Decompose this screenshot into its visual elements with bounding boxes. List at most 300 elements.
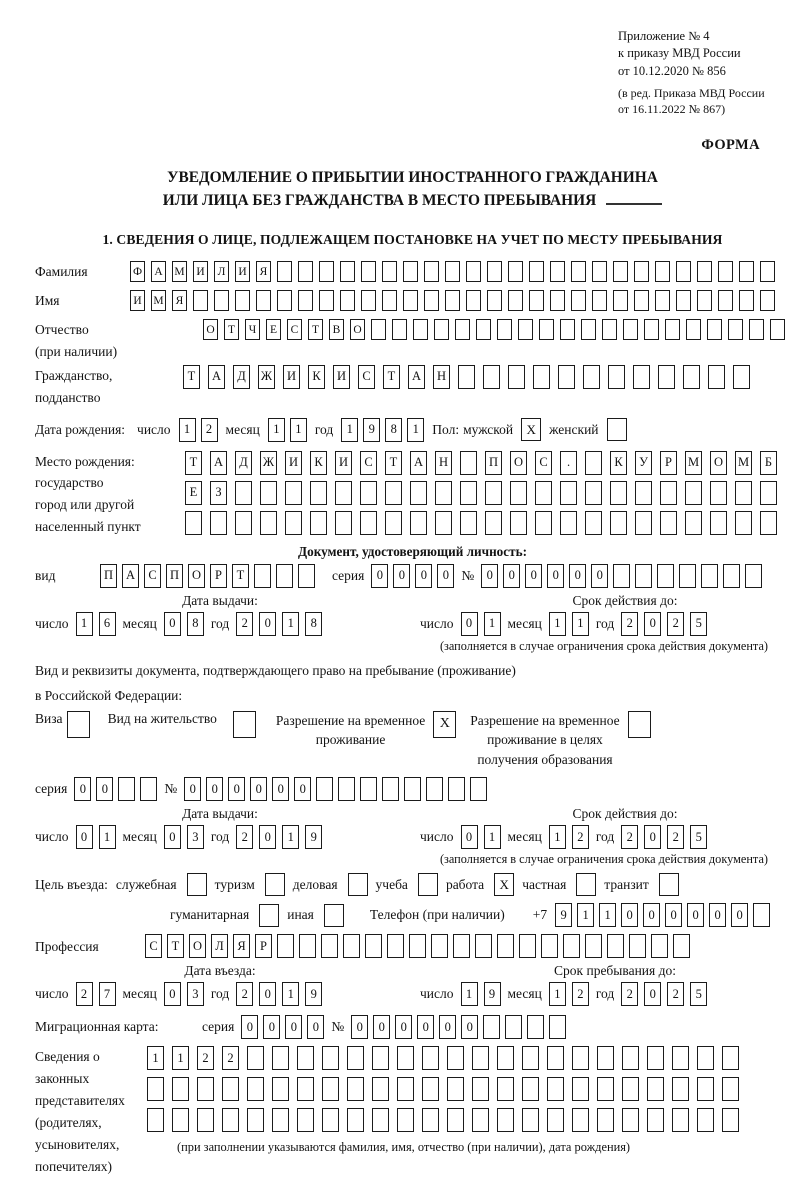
form-cell [541, 934, 558, 958]
form-cell: О [188, 564, 205, 588]
form-cell [409, 934, 426, 958]
form-cell: 1 [290, 418, 307, 442]
permit-issue-day-boxes [76, 825, 116, 849]
form-cell [722, 1108, 739, 1132]
purpose-work-checkbox: X [494, 873, 514, 896]
form-cell [455, 319, 470, 340]
form-cell [673, 934, 690, 958]
form-cell: 1 [549, 612, 566, 636]
form-cell [529, 261, 544, 282]
issue-date-heading: Дата выдачи: [182, 592, 258, 608]
patronymic-label: Отчество [35, 322, 89, 338]
form-cell: И [333, 365, 350, 389]
form-cell [749, 319, 764, 340]
form-cell [447, 1046, 464, 1070]
form-cell: 1 [407, 418, 424, 442]
permit-number-label: № [164, 781, 178, 797]
form-cell [298, 261, 313, 282]
edu-permit-label: Разрешение на временное [470, 712, 620, 728]
form-cell: 9 [305, 825, 322, 849]
form-cell [602, 319, 617, 340]
visa-label: Виза [35, 710, 63, 726]
form-cell [527, 1015, 544, 1039]
form-cell: О [203, 319, 218, 340]
form-cell [472, 1108, 489, 1132]
form-cell: П [166, 564, 183, 588]
entry-purpose-row [35, 873, 790, 896]
form-cell [297, 1077, 314, 1101]
male-checkbox: X [521, 418, 541, 441]
form-cell [460, 481, 477, 505]
form-cell [413, 319, 428, 340]
annex-line: от 10.12.2020 № 856 [618, 63, 726, 78]
form-cell: К [310, 451, 327, 475]
form-cell [382, 261, 397, 282]
form-cell: С [145, 934, 162, 958]
form-cell: 0 [259, 612, 276, 636]
doc-number-label: № [461, 567, 475, 583]
birth-date-label: Дата рождения: [35, 421, 126, 437]
form-cell: 0 [371, 564, 388, 588]
entry-month-boxes [164, 982, 204, 1006]
form-cell [665, 319, 680, 340]
residence-doc-dates [35, 806, 790, 849]
form-cell: В [329, 319, 344, 340]
form-cell [571, 261, 586, 282]
stay-year-boxes [621, 982, 707, 1006]
form-cell: 0 [294, 777, 311, 801]
form-cell [397, 1108, 414, 1132]
form-cell: 1 [76, 612, 93, 636]
form-cell: 0 [206, 777, 223, 801]
form-cell: 0 [687, 903, 704, 927]
form-cell [581, 319, 596, 340]
form-cell: 8 [385, 418, 402, 442]
purpose-option-label: деловая [292, 876, 338, 892]
form-cell: 0 [709, 903, 726, 927]
form-cell [447, 1077, 464, 1101]
form-cell [235, 481, 252, 505]
name-label: Имя [35, 293, 60, 309]
annex-block [618, 28, 790, 117]
form-cell: К [610, 451, 627, 475]
form-cell [335, 511, 352, 535]
form-cell: 0 [74, 777, 91, 801]
form-cell: 2 [621, 982, 638, 1006]
representatives-note: (при заполнении указываются фамилия, имя, отчество (при наличии), дата рождения) [177, 1140, 631, 1155]
form-cell: П [485, 451, 502, 475]
form-cell: Я [233, 934, 250, 958]
form-cell: 0 [417, 1015, 434, 1039]
form-cell: 9 [555, 903, 572, 927]
doc-series-boxes [371, 564, 454, 588]
purpose-study-checkbox [418, 873, 438, 896]
form-cell [310, 481, 327, 505]
form-cell [723, 564, 740, 588]
form-cell: 2 [621, 612, 638, 636]
edu-permit-label: проживание в целях [487, 732, 603, 748]
patronymic-boxes [203, 319, 785, 340]
birth-place-row-2 [185, 481, 777, 505]
form-cell: 2 [572, 825, 589, 849]
form-cell: 1 [282, 825, 299, 849]
valid-until-heading: Срок действия до: [572, 806, 678, 822]
field-permit-series [35, 777, 790, 801]
month-label: месяц [122, 829, 157, 845]
form-cell: 2 [222, 1046, 239, 1070]
form-cell [340, 290, 355, 311]
year-label: год [314, 421, 334, 437]
form-cell [460, 511, 477, 535]
form-cell [435, 511, 452, 535]
identity-doc-dates [35, 593, 790, 636]
profession-label: Профессия [35, 938, 99, 954]
form-cell: Я [256, 261, 271, 282]
form-cell: 0 [439, 1015, 456, 1039]
month-label: месяц [122, 615, 157, 631]
form-cell [497, 1046, 514, 1070]
form-cell [679, 564, 696, 588]
form-cell: 0 [263, 1015, 280, 1039]
form-cell [647, 1046, 664, 1070]
form-cell: 5 [690, 612, 707, 636]
doc-kind-boxes [100, 564, 315, 588]
year-label: год [210, 615, 230, 631]
form-cell: Т [383, 365, 400, 389]
form-cell [322, 1046, 339, 1070]
edu-permit-label: получения образования [477, 751, 613, 767]
phone-prefix: +7 [532, 907, 548, 923]
form-cell: Е [266, 319, 281, 340]
form-cell [299, 934, 316, 958]
form-cell: Л [211, 934, 228, 958]
form-cell [529, 290, 544, 311]
page-title [35, 166, 790, 212]
birth-place-label: государство [35, 475, 104, 491]
form-cell: 9 [484, 982, 501, 1006]
form-cell [660, 481, 677, 505]
entry-year-boxes [236, 982, 322, 1006]
form-cell [434, 319, 449, 340]
title-line-1: УВЕДОМЛЕНИЕ О ПРИБЫТИИ ИНОСТРАННОГО ГРАЖДАНИНА [167, 169, 658, 187]
form-cell: . [560, 451, 577, 475]
form-cell [697, 261, 712, 282]
form-cell: Ж [260, 451, 277, 475]
form-cell [572, 1046, 589, 1070]
form-cell: Т [185, 451, 202, 475]
form-cell [770, 319, 785, 340]
form-cell [735, 481, 752, 505]
annex-line: к приказу МВД России [618, 46, 741, 61]
form-cell [260, 481, 277, 505]
doc-series-label: серия [332, 567, 365, 583]
form-cell [470, 777, 487, 801]
form-cell [272, 1077, 289, 1101]
form-cell [739, 261, 754, 282]
form-cell [372, 1108, 389, 1132]
section-1-heading: 1. СВЕДЕНИЯ О ЛИЦЕ, ПОДЛЕЖАЩЕМ ПОСТАНОВКЕ НА УЧЕТ ПО МЕСТУ ПРЕБЫВАНИЯ [102, 232, 723, 248]
form-cell [655, 261, 670, 282]
form-cell: 1 [282, 612, 299, 636]
phone-boxes [555, 903, 770, 927]
form-cell [585, 451, 602, 475]
sex-label: Пол: [432, 421, 460, 437]
form-cell: 0 [461, 612, 478, 636]
visa-checkbox [67, 711, 90, 738]
migration-series-label: серия [202, 1019, 235, 1035]
form-cell: 0 [644, 982, 661, 1006]
form-cell [372, 1046, 389, 1070]
form-cell: Д [233, 365, 250, 389]
form-cell: 0 [481, 564, 498, 588]
form-cell [277, 290, 292, 311]
form-cell: 0 [503, 564, 520, 588]
form-cell [760, 290, 775, 311]
form-cell [676, 261, 691, 282]
form-cell [276, 564, 293, 588]
form-cell [483, 365, 500, 389]
year-label: год [210, 986, 230, 1002]
residence-permit-options [35, 711, 790, 770]
valid-year-boxes [621, 612, 707, 636]
form-cell: Н [435, 451, 452, 475]
form-cell [426, 777, 443, 801]
form-cell [256, 290, 271, 311]
form-cell [560, 511, 577, 535]
form-cell [403, 261, 418, 282]
form-cell [316, 777, 333, 801]
form-cell: А [208, 365, 225, 389]
form-cell [608, 365, 625, 389]
form-cell: 0 [395, 1015, 412, 1039]
permit-valid-month-boxes [549, 825, 589, 849]
form-cell [222, 1108, 239, 1132]
residence-permit-checkbox [233, 711, 256, 738]
form-cell: 2 [667, 982, 684, 1006]
form-cell: 0 [415, 564, 432, 588]
annex-line: Приложение № 4 [618, 29, 710, 43]
form-cell [340, 261, 355, 282]
purpose-option-label: служебная [115, 876, 177, 892]
annex-note-line: от 16.11.2022 № 867) [618, 101, 726, 116]
permit-valid-day-boxes [461, 825, 501, 849]
month-label: месяц [225, 421, 260, 437]
form-cell [676, 290, 691, 311]
form-cell [422, 1108, 439, 1132]
purpose-option-label: работа [445, 876, 485, 892]
form-cell [347, 1077, 364, 1101]
year-label: год [595, 829, 615, 845]
form-cell: 0 [272, 777, 289, 801]
form-cell [404, 777, 421, 801]
form-cell: Ч [245, 319, 260, 340]
form-cell [550, 261, 565, 282]
form-cell [447, 1108, 464, 1132]
form-cell [487, 290, 502, 311]
form-cell [347, 1046, 364, 1070]
form-cell: А [151, 261, 166, 282]
form-cell [592, 261, 607, 282]
migration-number-boxes [351, 1015, 566, 1039]
form-cell: 3 [187, 825, 204, 849]
representatives-row-1 [147, 1046, 739, 1070]
stay-day-boxes [461, 982, 501, 1006]
day-label: число [420, 615, 454, 631]
valid-until-heading: Срок действия до: [572, 592, 678, 608]
form-cell [247, 1046, 264, 1070]
form-cell [701, 564, 718, 588]
field-patronymic [35, 319, 790, 363]
field-citizenship [35, 365, 790, 409]
field-profession [35, 934, 790, 958]
doc-kind-label: вид [35, 567, 56, 583]
form-cell [745, 564, 762, 588]
form-cell [697, 1046, 714, 1070]
day-label: число [420, 986, 454, 1002]
form-cell: 1 [147, 1046, 164, 1070]
form-cell [634, 290, 649, 311]
birth-place-label: населенный пункт [35, 519, 141, 535]
form-cell: 2 [236, 612, 253, 636]
female-checkbox [607, 418, 627, 441]
form-cell: 7 [99, 982, 116, 1006]
form-cell: 1 [268, 418, 285, 442]
form-cell [485, 511, 502, 535]
form-cell [387, 934, 404, 958]
field-representatives [35, 1046, 790, 1177]
form-cell [360, 481, 377, 505]
form-cell [445, 261, 460, 282]
birth-place-label: город или другой [35, 497, 135, 513]
citizenship-label: Гражданство, [35, 367, 113, 383]
form-cell [735, 511, 752, 535]
form-cell [613, 564, 630, 588]
form-cell: 0 [393, 564, 410, 588]
form-cell [558, 365, 575, 389]
form-cell [476, 319, 491, 340]
form-cell [686, 319, 701, 340]
form-cell: 0 [351, 1015, 368, 1039]
month-label: месяц [507, 615, 542, 631]
form-cell [322, 1077, 339, 1101]
form-cell: М [151, 290, 166, 311]
form-cell: 1 [577, 903, 594, 927]
form-cell [651, 934, 668, 958]
form-cell [435, 481, 452, 505]
form-cell [460, 451, 477, 475]
form-cell: Т [308, 319, 323, 340]
form-cell [508, 290, 523, 311]
form-cell: Т [385, 451, 402, 475]
form-cell [585, 511, 602, 535]
form-cell: 0 [250, 777, 267, 801]
form-cell: Т [183, 365, 200, 389]
form-cell: С [360, 451, 377, 475]
form-cell [338, 777, 355, 801]
form-cell [533, 365, 550, 389]
form-cell: 1 [549, 825, 566, 849]
form-cell [361, 261, 376, 282]
form-cell: З [210, 481, 227, 505]
day-label: число [137, 421, 171, 437]
form-cell: 2 [572, 982, 589, 1006]
form-cell: 2 [621, 825, 638, 849]
form-cell [343, 934, 360, 958]
form-cell: 9 [305, 982, 322, 1006]
form-cell: О [510, 451, 527, 475]
form-cell: 0 [461, 825, 478, 849]
form-cell [710, 511, 727, 535]
form-cell [655, 290, 670, 311]
form-cell [497, 934, 514, 958]
form-cell: 2 [236, 982, 253, 1006]
form-cell [510, 511, 527, 535]
form-cell [635, 481, 652, 505]
form-cell [722, 1077, 739, 1101]
form-cell: 0 [643, 903, 660, 927]
stay-month-boxes [549, 982, 589, 1006]
form-cell [613, 290, 628, 311]
form-cell: 0 [241, 1015, 258, 1039]
form-cell [583, 365, 600, 389]
form-cell: С [144, 564, 161, 588]
form-cell: 2 [201, 418, 218, 442]
birth-month-boxes [268, 418, 307, 442]
title-underline [606, 190, 662, 205]
form-cell [547, 1077, 564, 1101]
form-cell [297, 1046, 314, 1070]
purpose-option-label: учеба [375, 876, 408, 892]
form-cell: И [285, 451, 302, 475]
form-cell [708, 365, 725, 389]
form-cell [431, 934, 448, 958]
form-cell [718, 290, 733, 311]
representatives-label: законных [35, 1071, 90, 1087]
form-cell [403, 290, 418, 311]
form-cell: Ж [258, 365, 275, 389]
form-cell: И [283, 365, 300, 389]
title-line-2: ИЛИ ЛИЦА БЕЗ ГРАЖДАНСТВА В МЕСТО ПРЕБЫВАНИЯ [35, 189, 790, 212]
form-cell [422, 1077, 439, 1101]
form-cell [522, 1108, 539, 1132]
entry-date-heading: Дата въезда: [184, 963, 256, 979]
issue-month-boxes [164, 612, 204, 636]
purpose-humanitarian-checkbox [259, 904, 279, 927]
form-cell [285, 481, 302, 505]
day-label: число [35, 986, 69, 1002]
form-cell [322, 1108, 339, 1132]
form-cell [372, 1077, 389, 1101]
form-cell [535, 481, 552, 505]
form-cell [550, 290, 565, 311]
entry-day-boxes [76, 982, 116, 1006]
form-cell [222, 1077, 239, 1101]
form-cell [497, 1108, 514, 1132]
form-cell [635, 511, 652, 535]
form-cell [633, 365, 650, 389]
form-cell: 2 [236, 825, 253, 849]
temp-permit-label: Разрешение на временное [275, 712, 426, 728]
form-cell: 2 [667, 612, 684, 636]
form-cell: 0 [96, 777, 113, 801]
form-cell [360, 777, 377, 801]
form-cell [424, 290, 439, 311]
form-cell: И [193, 261, 208, 282]
purpose-option-label: туризм [214, 876, 255, 892]
form-cell [235, 290, 250, 311]
form-cell [707, 319, 722, 340]
form-cell [522, 1046, 539, 1070]
